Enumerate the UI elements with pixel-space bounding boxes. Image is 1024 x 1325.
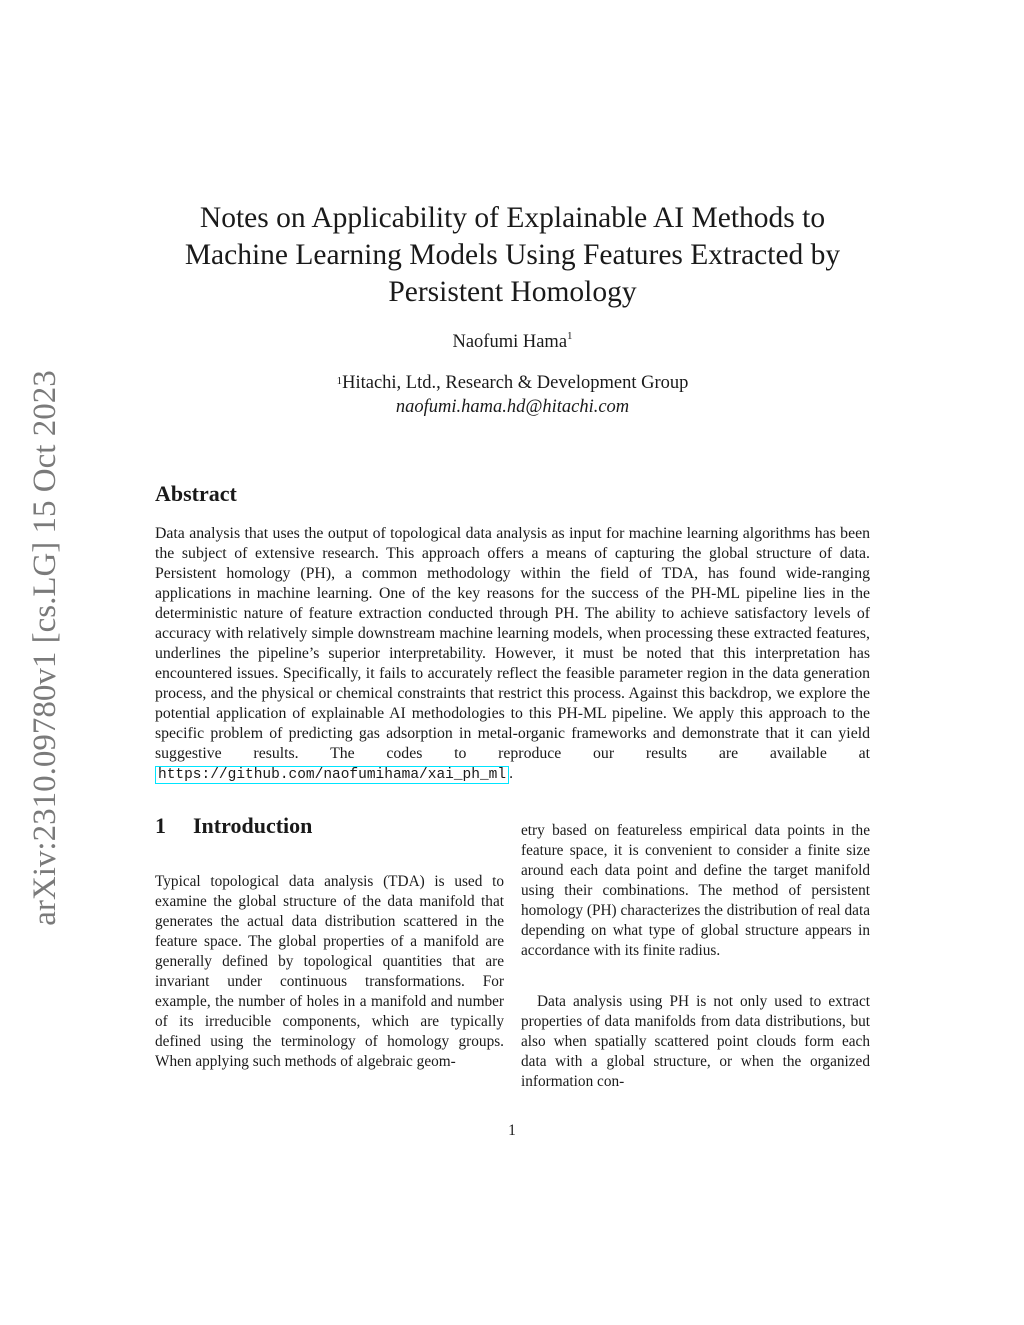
arxiv-identifier: arXiv:2310.09780v1 [cs.LG] 15 Oct 2023	[27, 370, 63, 926]
intro-paragraph-right-1: etry based on featureless empirical data points in the feature space, it is convenient to consider a finite size around each data point and define the target manifold using their combinations. The method of persistent homology (PH) characterizes the distribution of real data depending on what type of global structure appears in accordance with its finite radius.	[521, 822, 870, 959]
abstract-end: .	[509, 765, 514, 782]
abstract-text	[155, 524, 870, 785]
intro-paragraph-right-2: Data analysis using PH is not only used to extract properties of data manifolds from data distributions, but also when spatially scattered point clouds form each data with a global structure, or when the organized information con-	[521, 993, 870, 1090]
paper-title: Notes on Applicability of Explainable AI Methods to Machine Learning Models Using Features Extracted by Persistent Homology	[184, 202, 841, 308]
author-name: Naofumi Hama	[452, 332, 568, 352]
intro-paragraph-left: Typical topological data analysis (TDA) is used to examine the global structure of the data manifold that generates the actual data distribution scattered in the feature space. The global properties of a manifold are generally defined by topological quantities that are invariant under continuous transformations. For example, the number of holes in a manifold and number of its irreducible components, which are typically defined using the terminology of homology groups. When applying such methods of algebraic geom-	[155, 873, 504, 1070]
affiliation-mark: 1	[336, 375, 343, 387]
affiliation-text: Hitachi, Ltd., Research & Development Group	[342, 373, 689, 393]
author-affiliation-mark: 1	[567, 330, 573, 342]
affiliation	[150, 371, 875, 419]
abstract-heading: Abstract	[155, 481, 237, 506]
code-repository-link[interactable]: https://github.com/naofumihama/xai_ph_ml	[155, 766, 509, 784]
abstract-body: Data analysis that uses the output of topological data analysis as input for machine learning algorithms has been the subject of extensive research. This approach offers a means of capturing the global structure of data. Persistent homology (PH), a common methodology within the field of TDA, has found wide-ranging applications in machine learning. One of the key reasons for the success of the PH-ML pipeline lies in the deterministic nature of feature extraction conducted through PH. The ability to achieve satisfactory levels of accuracy with relatively simple downstream machine learning models, when processing these extracted features, underlines the pipeline’s superior interpretability. However, it must be noted that this interpretation has encountered issues. Specifically, it fails to accurately reflect the feasible parameter region in the data generation process, and the physical or chemical constraints that restrict this process. Against this backdrop, we explore the potential application of explainable AI methodologies to this PH-ML pipeline. We apply this approach to the specific problem of predicting gas adsorption in metal-organic frameworks and demonstrate that it can yield suggestive results. The codes to reproduce our results are available at	[155, 525, 870, 762]
section-number: 1	[155, 813, 166, 838]
section-title: Introduction	[193, 813, 313, 838]
author-email[interactable]: naofumi.hama.hd@hitachi.com	[395, 397, 630, 417]
section-heading	[155, 813, 312, 839]
page-number: 1	[508, 1122, 516, 1139]
author	[150, 332, 875, 353]
